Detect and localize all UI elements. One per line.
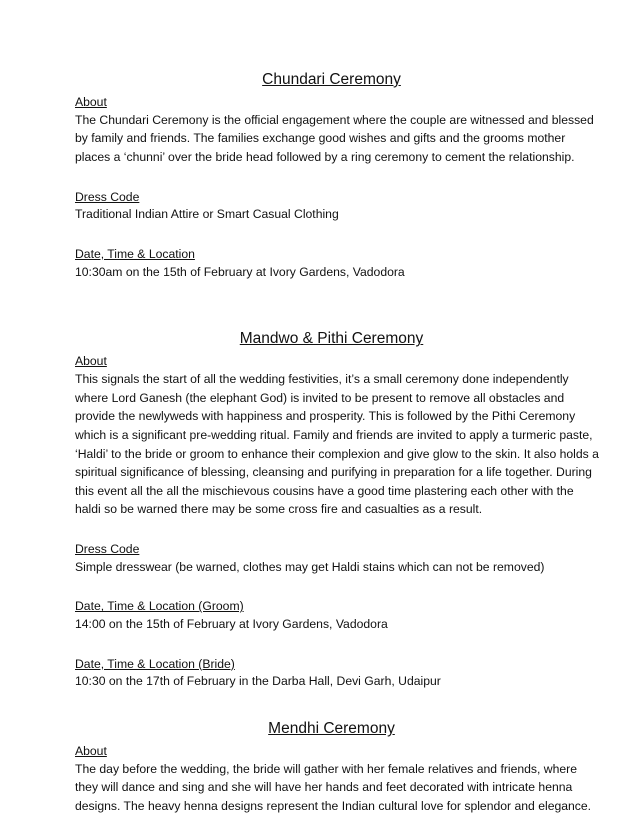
text-line: designs. The heavy henna designs represent the Indian cultural love for splendor and elegance.	[75, 799, 592, 814]
section-title: Chundari Ceremony	[262, 71, 401, 88]
dress-code-text: Traditional Indian Attire or Smart Casual Clothing	[75, 207, 339, 222]
groom-date-location-text: 14:00 on the 15th of February at Ivory Gardens, Vadodora	[75, 617, 388, 632]
bride-date-location-block	[75, 656, 588, 691]
text-line: they will dance and sing and she will have her hands and feet decorated with intricate henna	[75, 780, 573, 795]
section-title: Mandwo & Pithi Ceremony	[239, 330, 424, 348]
date-location-text: 10:30am on the 15th of February at Ivory Gardens, Vadodora	[75, 264, 405, 279]
bride-date-location-text: 10:30 on the 17th of February in the Darba Hall, Devi Garh, Udaipur	[75, 674, 441, 689]
section-title: Mendhi Ceremony	[268, 720, 395, 738]
text-line: provide the newlyweds with happiness and prosperity. This is followed by the Pithi Ceremony	[75, 409, 576, 424]
section-chundari	[75, 70, 594, 281]
text-line: spiritual significance of blessing, cleansing and purifying in preparation for a life together. During	[75, 465, 592, 480]
date-location-heading: Date, Time & Location	[75, 246, 195, 261]
dress-code-heading: Dress Code	[75, 541, 140, 556]
text-line: This signals the start of all the wedding festivities, it’s a small ceremony done independently	[75, 372, 569, 387]
text-line: by family and friends. The families exchange good wishes and gifts and the grooms mother	[75, 131, 566, 146]
groom-date-location-block	[75, 598, 588, 633]
text-line: The day before the wedding, the bride will gather with her female relatives and friends, where	[75, 761, 577, 776]
about-text	[75, 370, 599, 519]
about-text	[75, 760, 592, 816]
text-line: which is a significant pre-wedding ritual. Family and friends are invited to apply a turmeric paste,	[75, 427, 593, 442]
dress-code-block	[75, 541, 588, 576]
text-line: haldi so be warned there may be some cross fire and casualties as a result.	[75, 502, 483, 517]
bride-date-location-heading: Date, Time & Location (Bride)	[75, 656, 235, 671]
dress-code-text: Simple dresswear (be warned, clothes may get Haldi stains which can not be removed)	[75, 559, 545, 574]
text-line: ‘Haldi’ to the bride or groom to enhance their complexion and give glow to the skin. It also holds a	[75, 446, 599, 461]
dress-code-heading: Dress Code	[75, 189, 140, 204]
text-line: where Lord Ganesh (the elephant God) is invited to be present to remove all obstacles and	[75, 390, 565, 405]
about-heading: About	[75, 95, 107, 109]
text-line: places a ‘chunni’ over the bride head followed by a ring ceremony to cement the relationship.	[75, 149, 575, 164]
section-mendhi	[75, 719, 592, 816]
section-mandwo-pithi	[75, 329, 599, 691]
text-line: The Chundari Ceremony is the official engagement where the couple are witnessed and blessed	[75, 112, 594, 127]
about-text	[75, 111, 594, 167]
about-heading: About	[75, 354, 107, 369]
about-heading: About	[75, 744, 107, 759]
date-location-block	[75, 246, 588, 281]
about-block	[75, 353, 599, 519]
text-line: this event all the all the mischievous cousins have a good time plastering each other with the	[75, 483, 574, 498]
dress-code-block	[75, 189, 588, 224]
groom-date-location-heading: Date, Time & Location (Groom)	[75, 599, 244, 614]
about-block	[75, 94, 594, 167]
about-block	[75, 743, 592, 816]
